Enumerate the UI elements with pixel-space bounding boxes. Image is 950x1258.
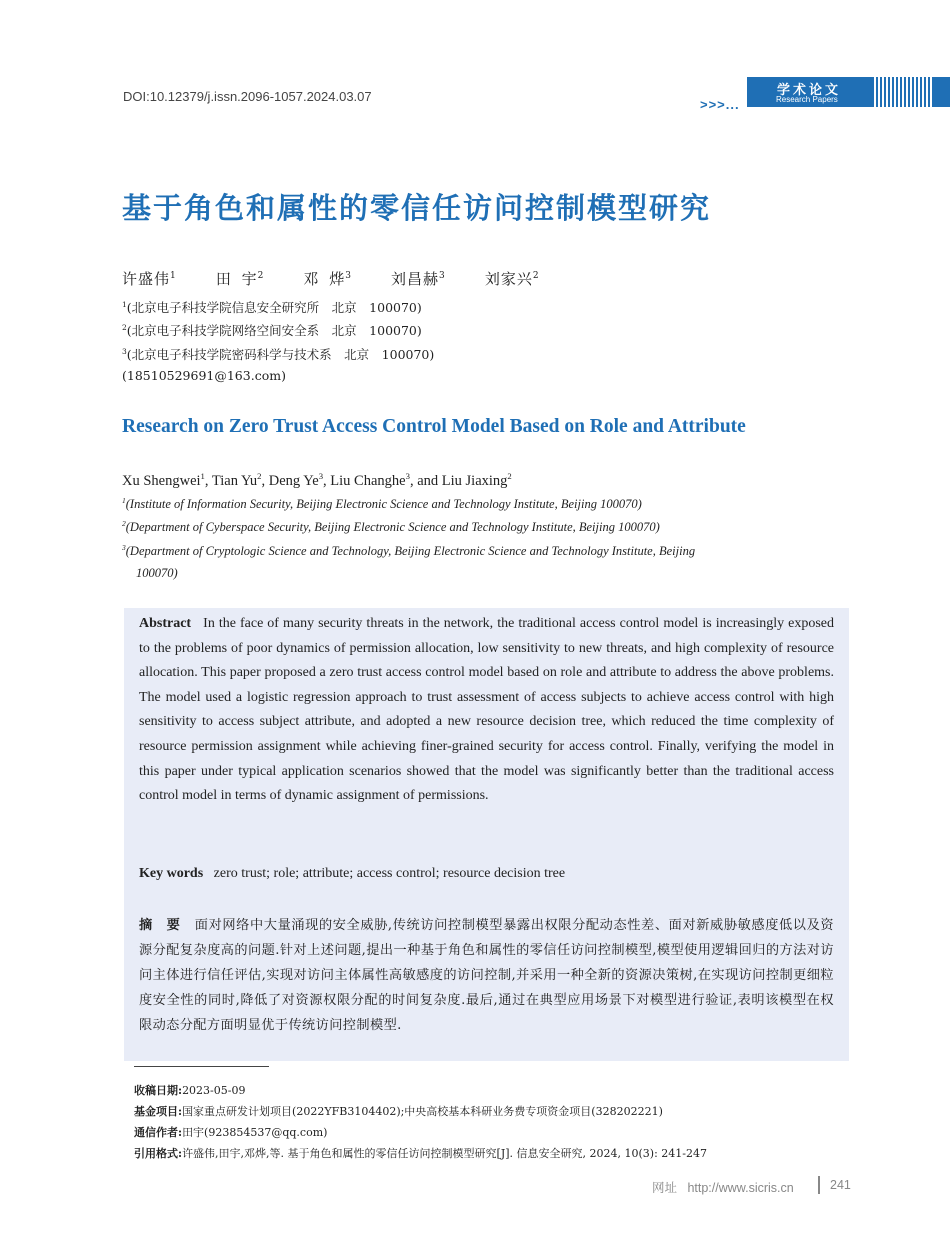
author-sup: 3 — [345, 271, 352, 281]
author-list-cn — [122, 268, 540, 289]
author-sup: 1 — [170, 271, 177, 281]
footnote-label: 通信作者: — [134, 1126, 183, 1139]
aff-sup: 2 — [122, 519, 126, 528]
footnote-divider — [134, 1066, 269, 1067]
abstract-label: Abstract — [139, 616, 192, 631]
abstract-cn — [139, 912, 834, 1038]
section-banner — [747, 77, 950, 107]
abstract-text: In the face of many security threats in the network, the traditional access control model is increasingly exposed to the problems of poor dynamics of permission allocation, low sensitivity to new threats, and high complexity of resource allocation. This paper proposed a zero trust access control model based on role and attribute to address the above problems. The model used a logistic regression approach to trust assessment of access subjects to achieve access control with high sensitivity to access subject attribute, and adopted a new resource decision tree, which reduced the time complexity of resource permission assignment while achieving finer-grained security for access control. Finally, verifying the model in this paper under typical application scenarios showed that the model was significantly better than the traditional access control model in terms of dynamic assignment of permissions. — [139, 616, 835, 804]
aff-sup: 3 — [122, 346, 127, 356]
aff-text: (北京电子科技学院网络空间安全系 北京 100070) — [126, 323, 422, 338]
section-label-en: Research Papers — [776, 95, 838, 104]
aff-text: (Department of Cryptologic Science and Technology, Beijing Electronic Science and Technology Institute, Beijing — [125, 544, 696, 559]
aff-sup: 3 — [122, 543, 126, 552]
page-number: 241 — [830, 1178, 851, 1192]
aff-text: (18510529691@163.com) — [122, 368, 286, 383]
affiliation-en — [122, 519, 660, 535]
footnote-corresponding — [134, 1124, 327, 1140]
banner-stripes — [874, 77, 934, 107]
author-name: 田 宇 — [215, 270, 258, 288]
affiliation-en — [122, 496, 642, 512]
aff-sup: 1 — [122, 496, 126, 505]
aff-text: 100070) — [136, 566, 178, 580]
footer-url-link[interactable]: http://www.sicris.cn — [687, 1181, 794, 1195]
author-name: Liu Changhe — [330, 472, 406, 489]
author-sep: , — [261, 472, 269, 489]
author-sup: 1 — [200, 471, 205, 481]
author-sup: 2 — [257, 471, 262, 481]
paper-title-en: Research on Zero Trust Access Control Model Based on Role and Attribute — [122, 416, 746, 437]
author-name: 刘昌赫 — [391, 270, 440, 288]
section-arrows: >>>... — [700, 97, 740, 112]
abstract-box — [124, 608, 849, 1061]
footnote-text: 国家重点研发计划项目(2022YFB3104402);中央高校基本科研业务费专项资金项目(328202221) — [182, 1105, 663, 1118]
author-sup: 3 — [439, 271, 446, 281]
footnote-text: 许盛伟,田宇,邓烨,等. 基于角色和属性的零信任访问控制模型研究[J]. 信息安全研究, 2024, 10(3): 241-247 — [182, 1147, 707, 1160]
abstract-en — [139, 612, 834, 809]
footer-url-label: 网址 — [652, 1181, 678, 1195]
affiliation-cn — [122, 298, 422, 316]
footnote-label: 引用格式: — [134, 1147, 183, 1160]
footnote-citation — [134, 1145, 707, 1161]
affiliation-en — [122, 543, 695, 559]
footer-url — [652, 1178, 794, 1196]
author-name: Deng Ye — [268, 472, 319, 489]
affiliation-cn — [122, 321, 422, 339]
footnote-text: 2023-05-09 — [182, 1084, 246, 1097]
doi: DOI:10.12379/j.issn.2096-1057.2024.03.07 — [123, 89, 372, 104]
author-sep: , — [204, 472, 212, 489]
author-sup: 3 — [318, 471, 324, 481]
author-name: 邓 烨 — [303, 270, 346, 288]
affiliation-en-cont — [136, 566, 178, 581]
footer-divider — [818, 1176, 820, 1194]
author-sep: , and — [409, 472, 442, 489]
keywords-label: Key words — [139, 866, 204, 881]
keywords-text: zero trust; role; attribute; access control; resource decision tree — [213, 866, 566, 881]
author-name: 许盛伟 — [122, 270, 171, 288]
author-list-en — [122, 471, 512, 490]
footnote-label: 收稿日期: — [134, 1084, 183, 1097]
author-name: Liu Jiaxing — [441, 472, 508, 489]
aff-sup: 2 — [122, 322, 127, 332]
aff-text: (Department of Cyberspace Security, Beijing Electronic Science and Technology Institute, Beijing 100070) — [125, 520, 660, 535]
abstract-text-cn: 面对网络中大量涌现的安全威胁,传统访问控制模型暴露出权限分配动态性差、面对新威胁敏感度低以及资源分配复杂度高的问题.针对上述问题,提出一种基于角色和属性的零信任访问控制模型,模型使用逻辑回归的方法对访问主体进行信任评估,实现对访问主体属性高敏感度的访问控制,并采用一种全新的资源决策树,在实现访问控制更细粒度安全性的同时,降低了对资源权限分配的时间复杂度.最后,通过在典型应用场景下对模型进行验证,表明该模型在权限动态分配方面明显优于传统访问控制模型. — [139, 918, 834, 1033]
affiliation-cn — [122, 345, 434, 363]
author-name: 刘家兴 — [484, 270, 533, 288]
aff-text: (Institute of Information Security, Beijing Electronic Science and Technology Institute, Beijing 100070) — [125, 497, 642, 512]
author-sup: 2 — [532, 271, 540, 281]
contact-email — [122, 368, 286, 383]
abstract-label-cn: 摘 要 — [139, 917, 181, 932]
keywords-en — [139, 866, 565, 882]
author-sep: , — [323, 472, 331, 489]
paper-title-cn: 基于角色和属性的零信任访问控制模型研究 — [122, 193, 712, 225]
author-name: Xu Shengwei — [122, 472, 201, 489]
author-sup: 2 — [507, 471, 512, 481]
section-label-cn: 学术论文 — [777, 82, 842, 97]
author-sup: 3 — [405, 471, 410, 481]
footnote-label: 基金项目: — [134, 1105, 183, 1118]
footnote-text: 田宇(923854537@qq.com) — [182, 1126, 328, 1139]
aff-text: (北京电子科技学院密码科学与技术系 北京 100070) — [126, 347, 435, 362]
footnote-received — [134, 1082, 245, 1098]
aff-sup: 1 — [122, 299, 127, 309]
author-name: Tian Yu — [211, 472, 258, 489]
aff-text: (北京电子科技学院信息安全研究所 北京 100070) — [126, 300, 422, 315]
author-sup: 2 — [257, 271, 265, 281]
footnote-funding — [134, 1103, 663, 1119]
